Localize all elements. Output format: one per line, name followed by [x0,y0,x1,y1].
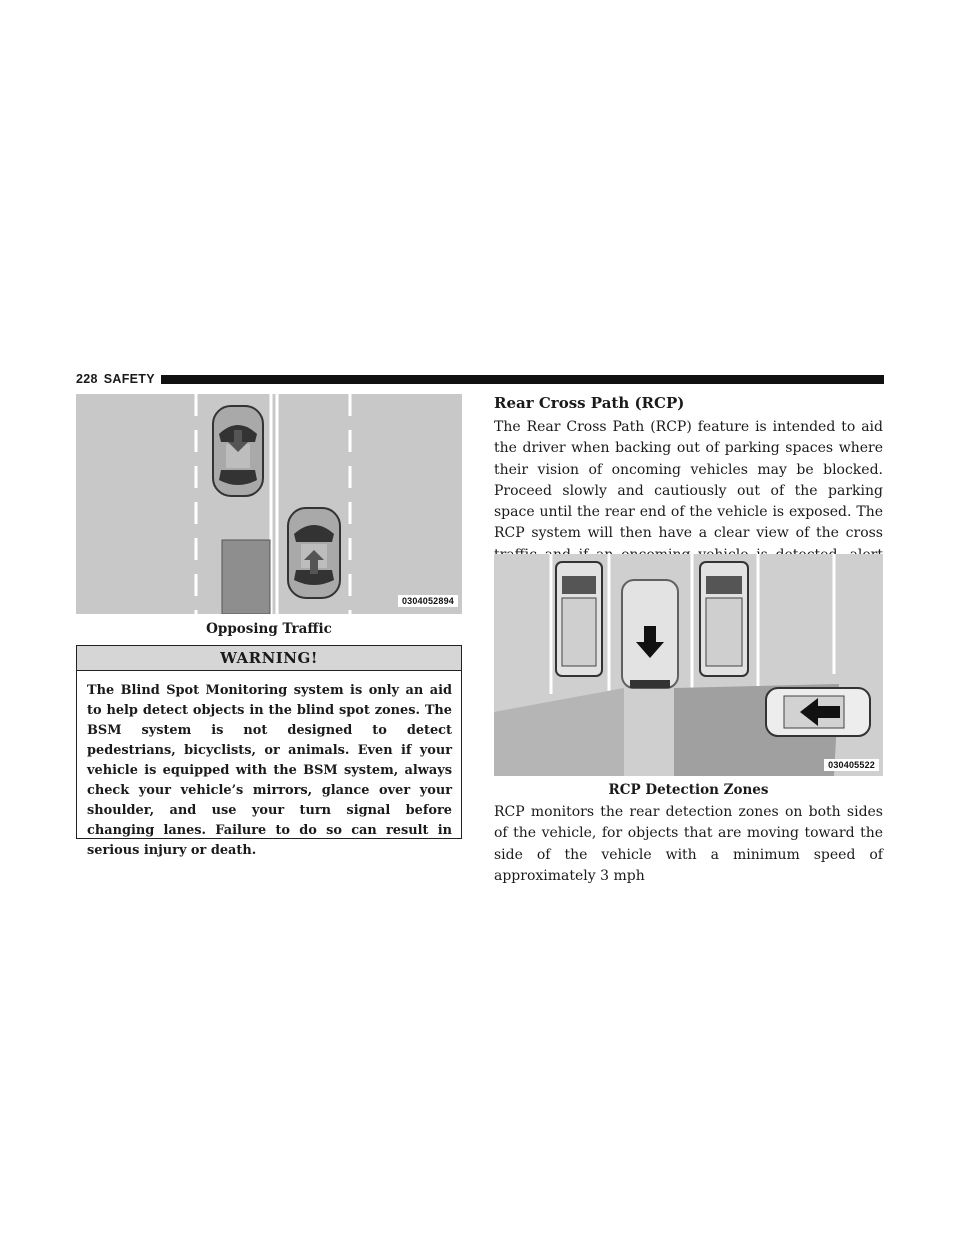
warning-text: The Blind Spot Monitoring system is only an aid to help detect objects in the blind spot zones. The BSM system is not designed to detect pedestrians, bicyclists, or animals. Even if your vehicle is equipped with the BSM system, always check your vehicle’s mirrors, glance over your shoulder, and use your turn signal before changing lanes. Failure to do so can result in serious injury or death. [87,683,452,858]
opposing-traffic-illustration [76,394,462,614]
parked-vehicle [556,562,602,676]
header-rule [161,375,884,384]
section-name: SAFETY [103,372,155,386]
figure-caption: RCP Detection Zones [608,782,769,798]
body-paragraph: RCP monitors the rear detection zones on both sides of the vehicle, for objects that are moving toward the side of the vehicle with a minimum speed of approximately 3 mph [494,804,883,884]
figure-id: 0304052894 [398,595,458,607]
rcp-detection-figure [494,554,883,776]
body-paragraph: The Rear Cross Path (RCP) feature is intended to aid the driver when backing out of parking spaces where their vision of oncoming vehicles may be blocked. Proceed slowly and cautiously out of the parking space until the rear end of the vehicle is exposed. The RCP system will then have a clear view of the cross [494,419,883,542]
oncoming-car [213,406,263,496]
page-header [76,370,884,388]
warning-box [76,645,462,858]
opposing-traffic-figure [76,394,462,614]
figure-id: 030405522 [824,759,879,771]
figure-caption: Opposing Traffic [206,621,332,637]
parked-vehicle [700,562,748,676]
reversing-vehicle [622,580,678,688]
crossing-vehicle [766,688,870,736]
page-number: 228 [76,372,98,386]
section-heading: Rear Cross Path (RCP) [494,394,685,412]
adjacent-car [288,508,340,598]
warning-title: WARNING! [77,646,461,671]
rcp-detection-illustration [494,554,883,776]
